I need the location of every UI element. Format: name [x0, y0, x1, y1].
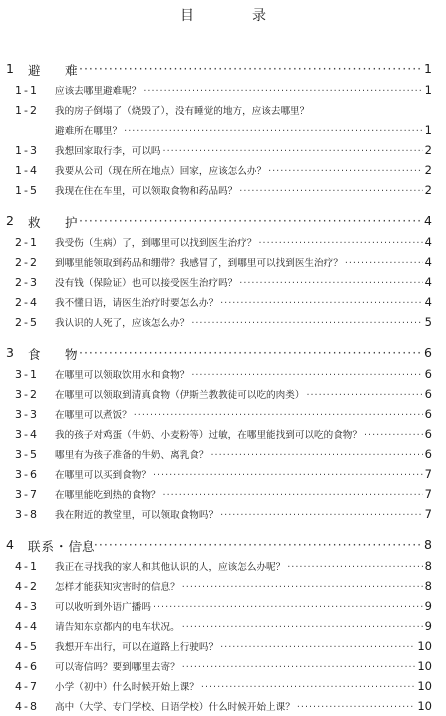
entry-page-number: 7	[424, 487, 432, 501]
entry-text: 哪里有为孩子准备的牛奶、离乳食？	[55, 450, 209, 461]
toc-entry[interactable]	[0, 484, 446, 504]
section-leader	[72, 537, 432, 552]
dot-leader	[134, 410, 423, 421]
entry-leader	[55, 275, 432, 289]
entry-page-number: 10	[417, 659, 432, 673]
entry-leader	[55, 183, 432, 197]
section-page-number: 4	[424, 213, 432, 228]
entry-page-number: 2	[424, 143, 432, 157]
entry-number: 4-3	[15, 600, 39, 613]
entry-number: 2-2	[15, 256, 39, 269]
entry-text: 我要从公司（现在所在地点）回家，应该怎么办？	[55, 166, 267, 177]
dot-leader	[239, 278, 422, 289]
toc-section-heading[interactable]	[0, 58, 446, 80]
section-spacer	[0, 524, 446, 532]
dot-leader	[143, 86, 422, 97]
section-page-number: 1	[424, 61, 432, 76]
entry-leader	[55, 619, 432, 633]
toc-entry[interactable]	[0, 464, 446, 484]
entry-leader	[55, 487, 432, 501]
toc-entry[interactable]	[0, 80, 446, 100]
entry-leader	[55, 163, 432, 177]
dot-leader	[191, 318, 422, 329]
entry-leader	[55, 599, 432, 613]
toc-entry[interactable]	[0, 312, 446, 332]
entry-page-number: 10	[417, 639, 432, 653]
section-number: 2	[6, 213, 14, 228]
entry-text: 我受伤（生病）了，到哪里可以找到医生治疗？	[55, 238, 257, 249]
toc-entry[interactable]	[0, 556, 446, 576]
dot-leader	[220, 642, 415, 653]
entry-leader	[55, 679, 432, 693]
entry-page-number: 6	[424, 387, 432, 401]
entry-number: 4-6	[15, 660, 39, 673]
entry-leader	[55, 295, 432, 309]
entry-number: 1-3	[15, 144, 39, 157]
entry-text: 我的孩子对鸡蛋（牛奶、小麦粉等）过敏，在哪里能找到可以吃的食物？	[55, 430, 362, 441]
entry-page-number: 4	[424, 295, 432, 309]
toc-entry[interactable]	[0, 252, 446, 272]
entry-page-number: 5	[424, 315, 432, 329]
entry-number: 2-4	[15, 296, 39, 309]
toc-section-heading[interactable]	[0, 342, 446, 364]
entry-text: 我不懂日语，请医生治疗时要怎么办？	[55, 298, 219, 309]
toc-entry[interactable]	[0, 444, 446, 464]
dot-leader	[74, 213, 422, 228]
toc-entry[interactable]	[0, 504, 446, 524]
dot-leader	[124, 126, 423, 137]
section-number: 1	[6, 61, 14, 76]
entry-leader	[55, 427, 432, 441]
entry-leader	[55, 387, 432, 401]
entry-number: 4-4	[15, 620, 39, 633]
section-spacer	[0, 200, 446, 208]
dot-leader	[297, 702, 416, 713]
entry-number: 4-8	[15, 700, 39, 713]
entry-leader	[55, 83, 432, 97]
dot-leader	[191, 370, 422, 381]
toc-entry[interactable]	[0, 140, 446, 160]
entry-number: 1-2	[15, 104, 39, 117]
entry-page-number: 7	[424, 507, 432, 521]
entry-text: 到哪里能领取到药品和绷带？我感冒了，到哪里可以找到医生治疗？	[55, 258, 343, 269]
dot-leader	[345, 258, 423, 269]
entry-page-number: 9	[424, 599, 432, 613]
entry-page-number: 10	[417, 699, 432, 713]
toc-entry[interactable]	[0, 232, 446, 252]
entry-leader	[55, 699, 432, 713]
entry-text: 我想回家取行李，可以吗	[55, 146, 161, 157]
entry-number: 4-1	[15, 560, 39, 573]
entry-number: 4-7	[15, 680, 39, 693]
entry-text: 高中（大学、专门学校、日语学校）什么时候开始上课？	[55, 702, 295, 713]
entry-page-number: 8	[424, 579, 432, 593]
dot-leader	[258, 238, 422, 249]
toc-section-heading[interactable]	[0, 534, 446, 556]
entry-cont-leader	[55, 123, 432, 137]
entry-leader	[55, 367, 432, 381]
entry-number: 1-1	[15, 84, 39, 97]
entry-page-number: 4	[424, 255, 432, 269]
entry-leader	[55, 559, 432, 573]
entry-number: 3-2	[15, 388, 39, 401]
section-leader	[72, 213, 432, 228]
toc-entry[interactable]	[0, 404, 446, 424]
entry-leader	[55, 639, 432, 653]
dot-leader	[74, 537, 422, 552]
entry-text: 我现在住在车里，可以领取食物和药品吗？	[55, 186, 238, 197]
dot-leader	[74, 345, 422, 360]
dot-leader	[153, 470, 423, 481]
entry-text: 在哪里可以领取到清真食物（伊斯兰教教徒可以吃的肉类）	[55, 390, 305, 401]
toc-entry[interactable]	[0, 424, 446, 444]
dot-leader	[306, 390, 422, 401]
entry-text: 我正在寻找我的家人和其他认识的人，应该怎么办呢？	[55, 562, 286, 573]
entry-leader	[55, 447, 432, 461]
section-label: 救 护	[28, 215, 84, 230]
section-label: 食 物	[28, 347, 84, 362]
dot-leader	[201, 682, 415, 693]
entry-number: 3-8	[15, 508, 39, 521]
entry-page-number: 4	[424, 235, 432, 249]
section-label: 避 难	[28, 63, 84, 78]
section-spacer	[0, 332, 446, 340]
entry-page-number: 6	[424, 407, 432, 421]
dot-leader	[287, 562, 422, 573]
section-label: 联系・信息	[28, 539, 96, 554]
entry-number: 2-1	[15, 236, 39, 249]
dot-leader	[364, 430, 423, 441]
section-leader	[72, 61, 432, 76]
toc-entry[interactable]	[0, 180, 446, 200]
entry-number: 4-2	[15, 580, 39, 593]
entry-leader	[55, 407, 432, 421]
entry-number: 4-5	[15, 640, 39, 653]
toc-entry[interactable]	[0, 696, 446, 716]
entry-leader	[55, 103, 432, 117]
entry-text: 怎样才能获知灾害时的信息？	[55, 582, 180, 593]
entry-number: 3-7	[15, 488, 39, 501]
entry-text: 在哪里可以买到食物？	[55, 470, 151, 481]
entry-page-number: 9	[424, 619, 432, 633]
entry-leader	[55, 507, 432, 521]
entry-number: 3-1	[15, 368, 39, 381]
entry-text: 可以收听到外语广播吗	[55, 602, 151, 613]
entry-leader	[55, 235, 432, 249]
entry-number: 3-3	[15, 408, 39, 421]
dot-leader	[211, 450, 423, 461]
entry-text: 可以寄信吗？要到哪里去寄？	[55, 662, 180, 673]
entry-number: 3-5	[15, 448, 39, 461]
entry-text: 在哪里可以煮饭？	[55, 410, 132, 421]
entry-leader	[55, 255, 432, 269]
entry-number: 2-3	[15, 276, 39, 289]
dot-leader	[220, 510, 423, 521]
entry-page-number: 4	[424, 275, 432, 289]
toc-entry[interactable]	[0, 100, 446, 120]
toc-entry[interactable]	[0, 576, 446, 596]
entry-number: 3-4	[15, 428, 39, 441]
dot-leader	[220, 298, 423, 309]
entry-leader	[55, 659, 432, 673]
toc-entry[interactable]	[0, 272, 446, 292]
entry-cont-page-number: 1	[424, 123, 432, 137]
toc-entry[interactable]	[0, 384, 446, 404]
toc-section-heading[interactable]	[0, 210, 446, 232]
entry-text: 请告知东京都内的电车状况。	[55, 622, 180, 633]
page-title: 目 录	[180, 8, 288, 24]
entry-cont-text: 避难所在哪里？	[55, 126, 123, 137]
entry-leader	[55, 315, 432, 329]
entry-page-number: 2	[424, 163, 432, 177]
entry-page-number: 2	[424, 183, 432, 197]
entry-page-number: 7	[424, 467, 432, 481]
entry-text: 在哪里能吃到热的食物？	[55, 490, 161, 501]
entry-text: 在哪里可以领取饮用水和食物？	[55, 370, 190, 381]
entry-page-number: 6	[424, 427, 432, 441]
section-leader	[72, 345, 432, 360]
section-page-number: 8	[424, 537, 432, 552]
entry-leader	[55, 579, 432, 593]
dot-leader	[182, 582, 423, 593]
entry-number: 3-6	[15, 468, 39, 481]
toc-entry[interactable]	[0, 636, 446, 656]
dot-leader	[163, 490, 423, 501]
dot-leader	[74, 61, 422, 76]
entry-text: 小学（初中）什么时候开始上课？	[55, 682, 199, 693]
table-of-contents	[0, 56, 446, 716]
entry-text: 没有钱（保险证）也可以接受医生治疗吗？	[55, 278, 238, 289]
dot-leader	[153, 602, 423, 613]
entry-text: 我的房子倒塌了（烧毁了），没有睡觉的地方，应该去哪里？	[55, 106, 310, 117]
entry-number: 1-4	[15, 164, 39, 177]
entry-text: 我在附近的教堂里，可以领取食物吗？	[55, 510, 219, 521]
toc-entry[interactable]	[0, 292, 446, 312]
dot-leader	[182, 622, 423, 633]
entry-leader	[55, 467, 432, 481]
section-page-number: 6	[424, 345, 432, 360]
toc-entry[interactable]	[0, 676, 446, 696]
entry-leader	[55, 143, 432, 157]
dot-leader	[182, 662, 416, 673]
section-number: 3	[6, 345, 14, 360]
entry-page-number: 1	[424, 83, 432, 97]
entry-text: 我想开车出行，可以在道路上行驶吗？	[55, 642, 219, 653]
dot-leader	[239, 186, 422, 197]
entry-page-number: 10	[417, 679, 432, 693]
toc-entry[interactable]	[0, 364, 446, 384]
entry-text: 我认识的人死了，应该怎么办？	[55, 318, 190, 329]
entry-number: 2-5	[15, 316, 39, 329]
toc-entry-continuation[interactable]	[0, 120, 446, 140]
toc-entry[interactable]	[0, 596, 446, 616]
section-number: 4	[6, 537, 14, 552]
toc-entry[interactable]	[0, 656, 446, 676]
entry-page-number: 8	[424, 559, 432, 573]
dot-leader	[268, 166, 423, 177]
dot-leader	[163, 146, 423, 157]
entry-text: 应该去哪里避难呢？	[55, 86, 142, 97]
entry-page-number: 6	[424, 447, 432, 461]
entry-number: 1-5	[15, 184, 39, 197]
entry-page-number: 6	[424, 367, 432, 381]
toc-entry[interactable]	[0, 160, 446, 180]
toc-entry[interactable]	[0, 616, 446, 636]
